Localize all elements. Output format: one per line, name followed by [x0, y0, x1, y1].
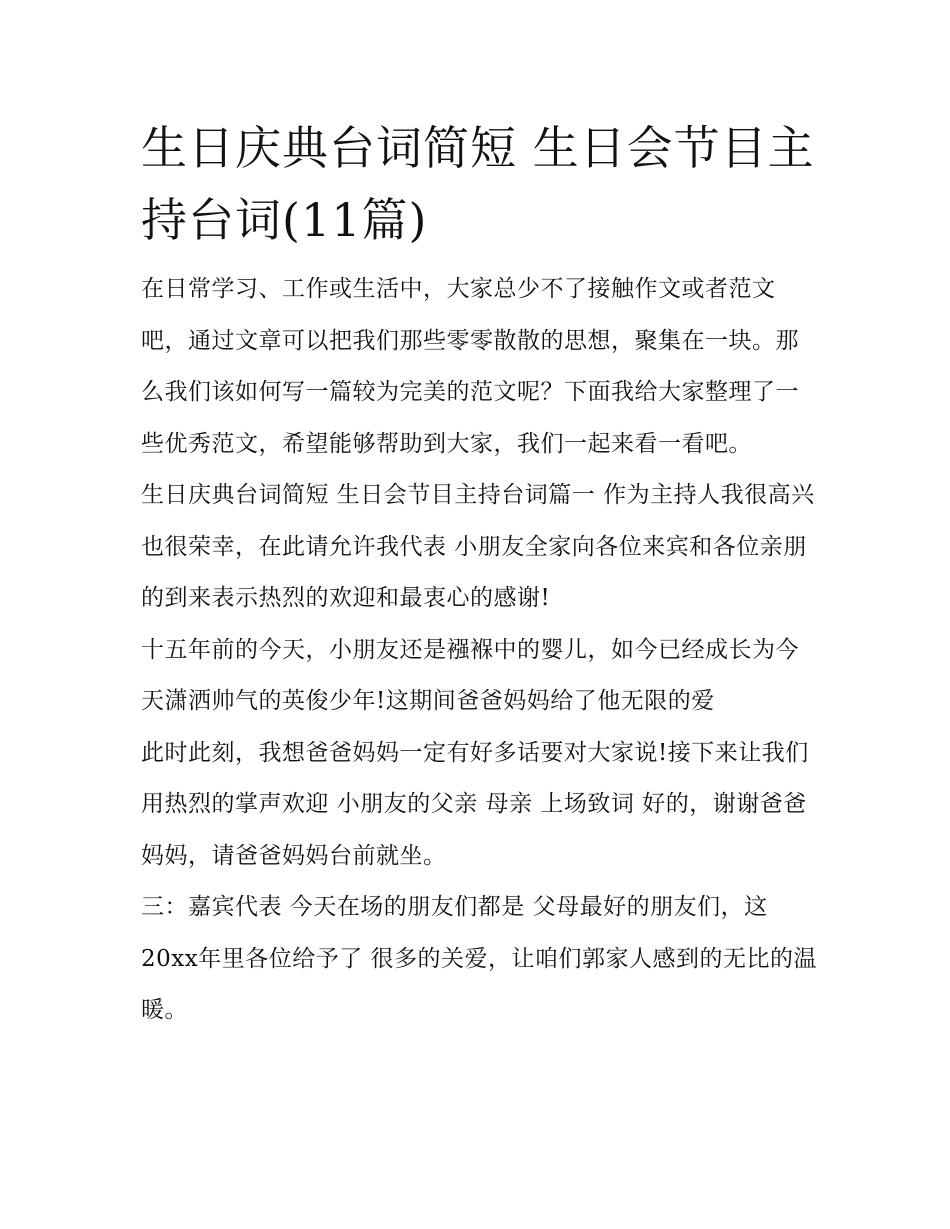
paragraph-host-opening: 生日庆典台词简短 生日会节目主持台词篇一 作为主持人我很高兴也很荣幸，在此请允许我代表 小朋友全家向各位来宾和各位亲朋的到来表示热烈的欢迎和最衷心的感谢!	[141, 482, 815, 611]
paragraph-intro: 在日常学习、工作或生活中，大家总少不了接触作文或者范文吧，通过文章可以把我们那些零零散散的思想，聚集在一块。那么我们该如何写一篇较为完美的范文呢？下面我给大家整理了一些优秀范文，希望能够帮助到大家，我们一起来看一看吧。	[141, 276, 799, 457]
paragraph-guest-representative: 三：嘉宾代表 今天在场的朋友们都是 父母最好的朋友们，这20xx年里各位给予了 很多的关爱，让咱们郭家人感到的无比的温暖。	[141, 894, 818, 1023]
paragraph-fifteen-years: 十五年前的今天，小朋友还是襁褓中的婴儿，如今已经成长为今天潇洒帅气的英俊少年!这期间爸爸妈妈给了他无限的爱	[141, 636, 799, 714]
paragraph-parents-speech: 此时此刻，我想爸爸妈妈一定有好多话要对大家说!接下来让我们用热烈的掌声欢迎 小朋友的父亲 母亲 上场致词 好的，谢谢爸爸妈妈，请爸爸妈妈台前就坐。	[141, 739, 809, 869]
document-title: 生日庆典台词简短 生日会节目主持台词(11篇)	[141, 121, 815, 247]
document-body	[141, 112, 821, 1037]
